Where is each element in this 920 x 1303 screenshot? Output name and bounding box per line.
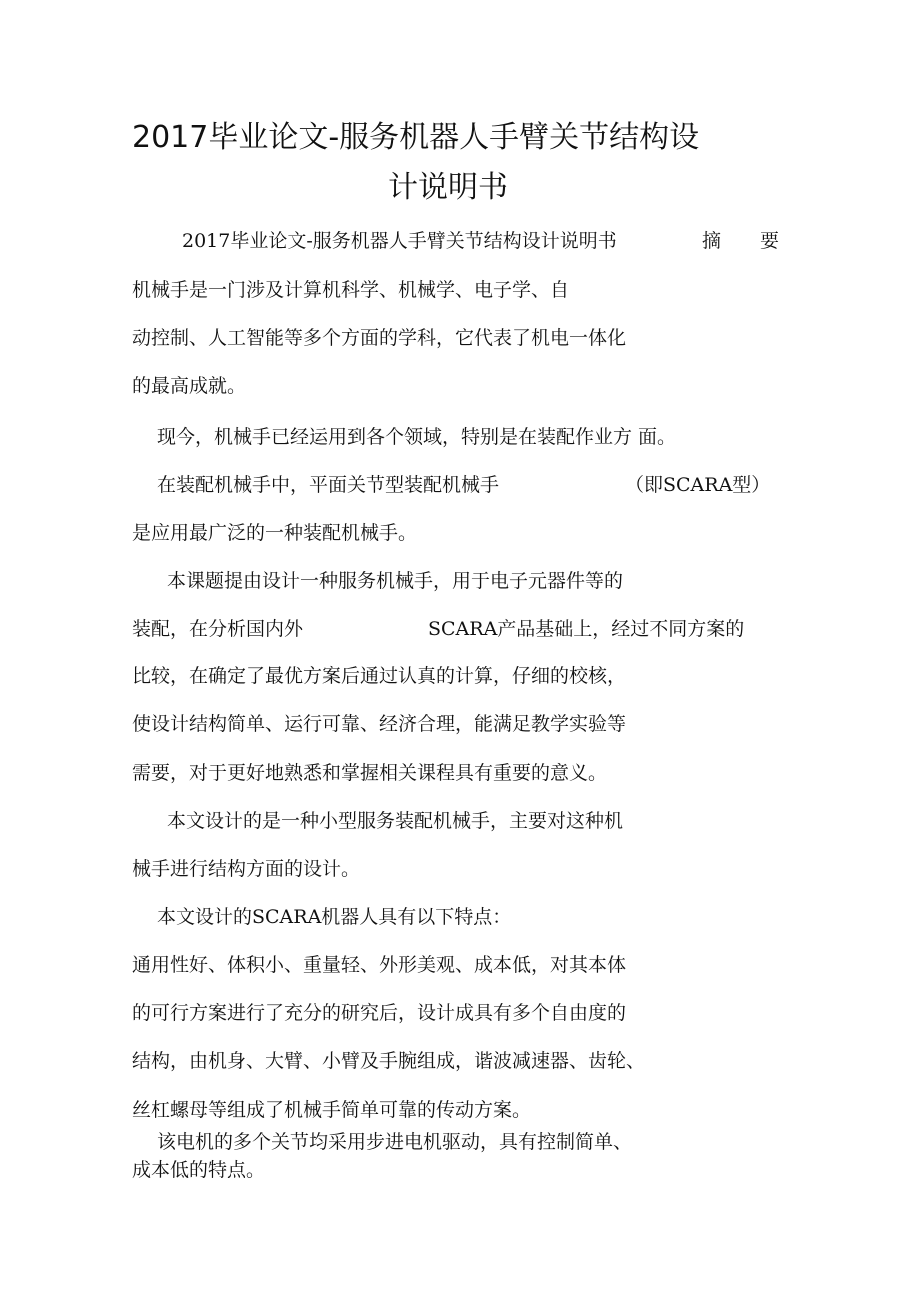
paragraph-line: 丝杠螺母等组成了机械手简单可靠的传动方案。	[132, 1099, 532, 1121]
paragraph-line: 比较，在确定了最优方案后通过认真的计算，仔细的校核，	[132, 665, 627, 687]
paragraph-line: 使设计结构简单、运行可靠、经济合理，能满足教学实验等	[132, 713, 627, 735]
paragraph-line: 本文设计的是一种小型服务装配机械手，主要对这种机	[167, 810, 624, 832]
paragraph-line: 本课题提由设计一种服务机械手，用于电子元器件等的	[167, 570, 624, 592]
paragraph-line: 装配，在分析国内外	[132, 618, 304, 640]
paragraph-line: 机械手是一门涉及计算机科学、机械学、电子学、自	[132, 279, 570, 301]
paragraph-line: 的可行方案进行了充分的研究后，设计成具有多个自由度的	[132, 1002, 627, 1024]
header-line: 2017毕业论文-服务机器人手臂关节结构设计说明书	[182, 230, 617, 252]
abstract-label-char-2: 要	[760, 230, 780, 252]
document-title-line-1: 2017毕业论文-服务机器人手臂关节结构设	[132, 120, 700, 155]
document-title-line-2: 计说明书	[388, 170, 508, 205]
paragraph-line: 需要，对于更好地熟悉和掌握相关课程具有重要的意义。	[132, 762, 608, 784]
paragraph-line: 成本低的特点。	[132, 1159, 266, 1181]
paragraph-line: 现今，机械手已经运用到各个领域，特别是在装配作业方 面。	[157, 426, 677, 448]
paragraph-line: 该电机的多个关节均采用步进电机驱动，具有控制简单、	[157, 1131, 633, 1153]
paragraph-line: 结构，由机身、大臂、小臂及手腕组成，谐波减速器、齿轮、	[132, 1050, 646, 1072]
paragraph-line: SCARA产品基础上，经过不同方案的	[428, 618, 745, 640]
abstract-label-char-1: 摘	[702, 230, 722, 252]
paragraph-line: 通用性好、体积小、重量轻、外形美观、成本低，对其本体	[132, 954, 627, 976]
paragraph-line: 本文设计的SCARA机器人具有以下特点：	[157, 906, 512, 928]
paragraph-line: 是应用最广泛的一种装配机械手。	[132, 522, 418, 544]
paragraph-line: 动控制、人工智能等多个方面的学科，它代表了机电一体化	[132, 327, 627, 349]
paragraph-line: 的最高成就。	[132, 375, 247, 397]
paragraph-line: 在装配机械手中，平面关节型装配机械手	[157, 474, 500, 496]
paragraph-line: 械手进行结构方面的设计。	[132, 858, 361, 880]
paragraph-line: （即SCARA型）	[625, 474, 771, 496]
